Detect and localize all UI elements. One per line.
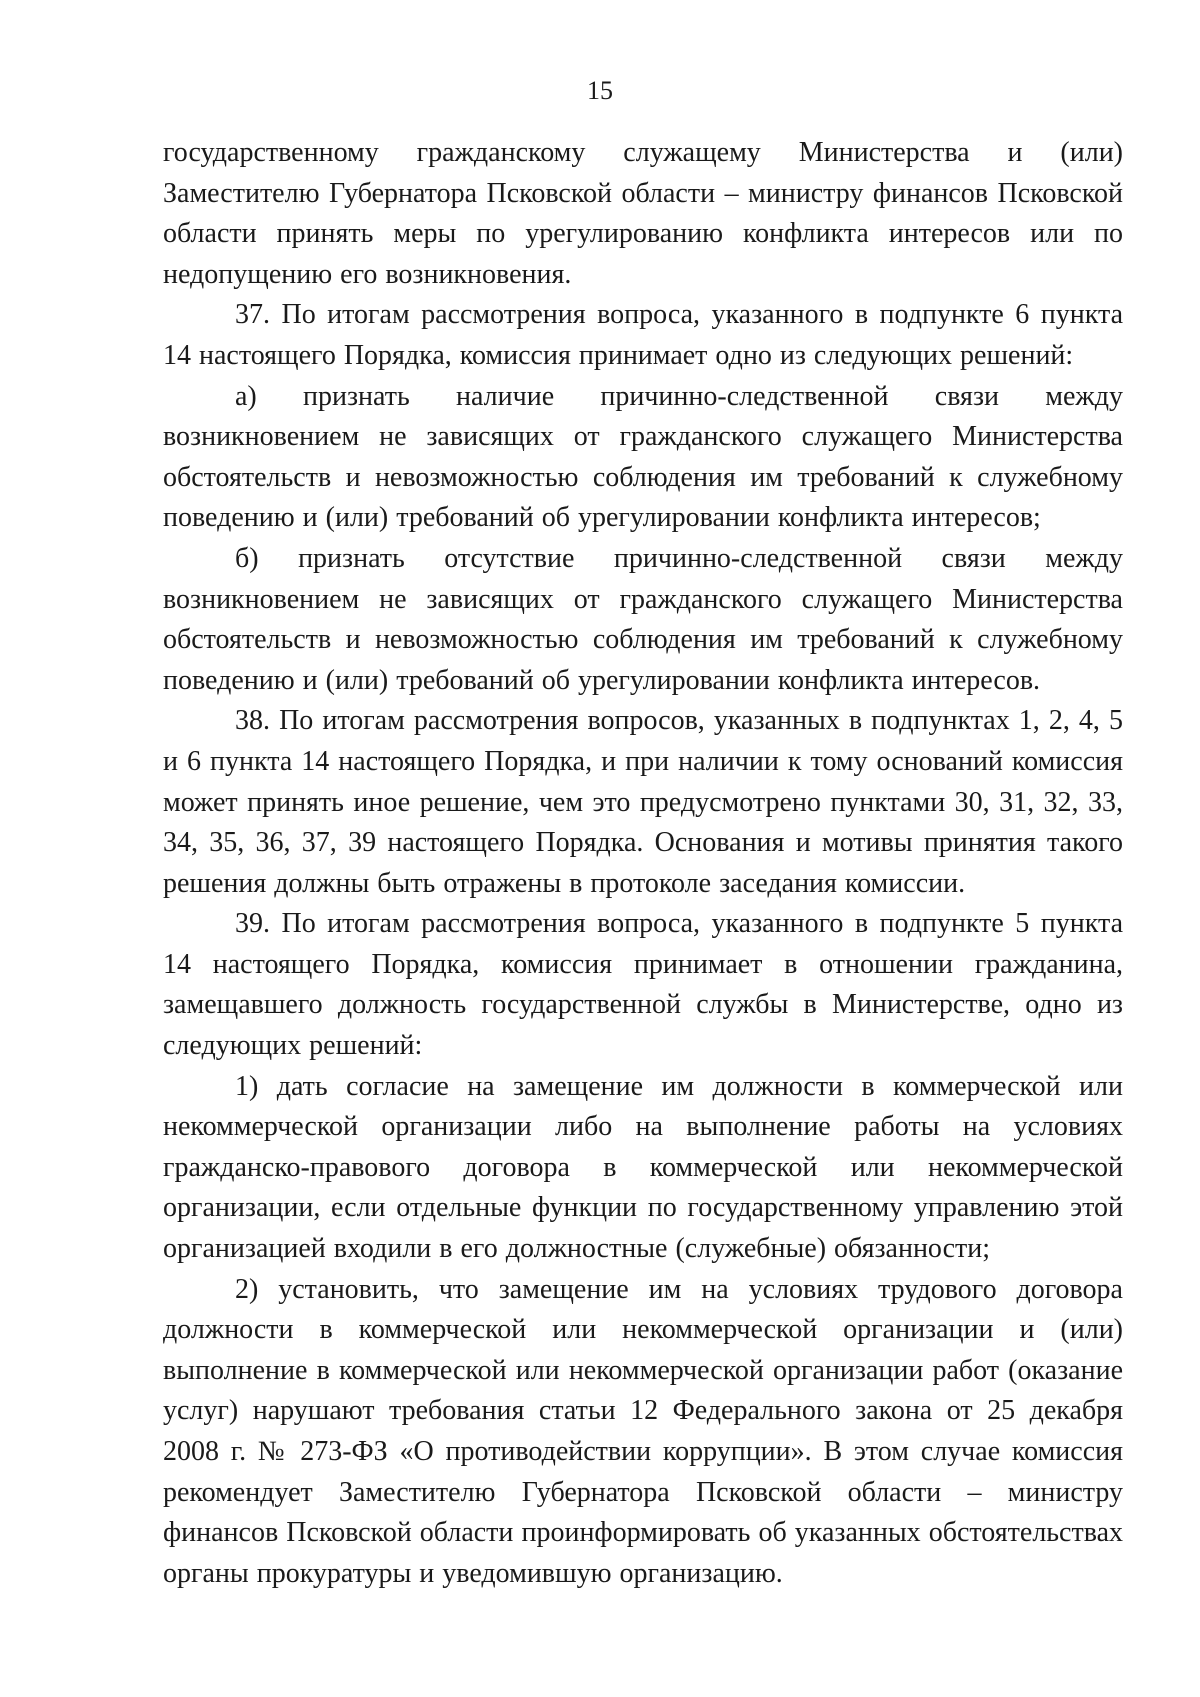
paragraph-subitem-b: б) признать отсутствие причинно-следственной связи между возникновением не зависящих от гражданского служащего Министерства обстоятельств и невозможностью соблюдения им требований к служебному поведению и (или) требований об урегулировании конфликта интересов.: [163, 542, 1123, 696]
document-body: [163, 133, 1123, 1594]
page-number: 15: [587, 76, 613, 105]
paragraph-subitem-a: а) признать наличие причинно-следственной связи между возникновением не зависящих от гражданского служащего Министерства обстоятельств и невозможностью соблюдения им требований к служебному поведению и (или) требований об урегулировании конфликта интересов;: [163, 380, 1123, 534]
paragraph-subitem-1: 1) дать согласие на замещение им должности в коммерческой или некоммерческой организации либо на выполнение работы на условиях гражданско-правового договора в коммерческой или некоммерческой организации, если отдельные функции по государственному управлению этой организацией входили в его должностные (служебные) обязанности;: [163, 1070, 1123, 1265]
paragraph-item-38: 38. По итогам рассмотрения вопросов, указанных в подпунктах 1, 2, 4, 5 и 6 пункта 14 настоящего Порядка, и при наличии к тому оснований комиссия может принять иное решение, чем это предусмотрено пунктами 30, 31, 32, 33, 34, 35, 36, 37, 39 настоящего Порядка. Основания и мотивы принятия такого решения должны быть отражены в протоколе заседания комиссии.: [163, 705, 1123, 899]
paragraph-item-39: 39. По итогам рассмотрения вопроса, указанного в подпункте 5 пункта 14 настоящего Порядка, комиссия принимает в отношении гражданина, замещавшего должность государственной службы в Министерстве, одно из следующих решений:: [163, 908, 1123, 1062]
paragraph-continuation: государственному гражданскому служащему Министерства и (или) Заместителю Губернатора Псковской области – министру финансов Псковской области принять меры по урегулированию конфликта интересов или по недопущению его возникновения.: [163, 137, 1123, 290]
paragraph-item-37: 37. По итогам рассмотрения вопроса, указанного в подпункте 6 пункта 14 настоящего Порядка, комиссия принимает одно из следующих решений:: [163, 299, 1123, 371]
paragraph-subitem-2: 2) установить, что замещение им на условиях трудового договора должности в коммерческой или некоммерческой организации и (или) выполнение в коммерческой или некоммерческой организации работ (оказание услуг) нарушают требования статьи 12 Федерального закона от 25 декабря 2008 г. № 273-ФЗ «О противодействии коррупции». В этом случае комиссия рекомендует Заместителю Губернатора Псковской области – министру финансов Псковской области проинформировать об указанных обстоятельствах органы прокуратуры и уведомившую организацию.: [163, 1273, 1123, 1589]
